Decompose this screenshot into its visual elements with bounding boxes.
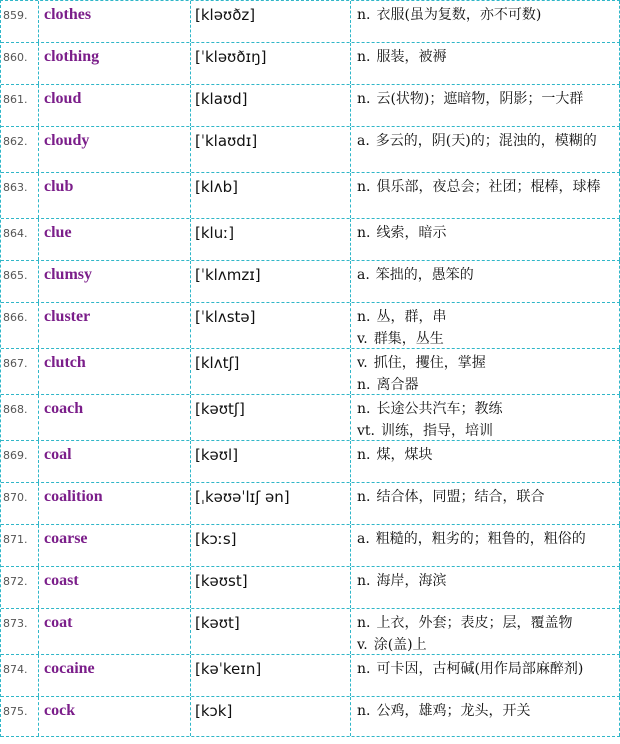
- table-row: [1, 483, 620, 525]
- entry-definition: [351, 43, 620, 84]
- entry-definition: [351, 567, 620, 608]
- part-of-speech: n.: [357, 489, 371, 505]
- table-row: [1, 43, 620, 85]
- entry-number: 862.: [1, 127, 39, 172]
- entry-number: 861.: [1, 85, 39, 126]
- entry-word: cloudy: [39, 127, 191, 172]
- entry-number: 871.: [1, 525, 39, 566]
- entry-word: cock: [39, 697, 191, 736]
- entry-word: clutch: [39, 349, 191, 394]
- table-row: [1, 697, 620, 737]
- entry-definition: [351, 1, 620, 42]
- entry-word: cloud: [39, 85, 191, 126]
- entry-word: coast: [39, 567, 191, 608]
- definition-text: 笨拙的，愚笨的: [375, 267, 474, 283]
- entry-number: 875.: [1, 697, 39, 736]
- definition-text: 涂(盖)上: [373, 637, 427, 653]
- entry-definition: [351, 173, 620, 218]
- entry-definition: [351, 697, 620, 736]
- entry-number: 868.: [1, 395, 39, 440]
- entry-definition: [351, 85, 620, 126]
- entry-pronunciation: [kəʊt]: [191, 609, 351, 654]
- entry-definition: [351, 127, 620, 172]
- entry-word: clumsy: [39, 261, 191, 302]
- definition-text: 群集，丛生: [373, 331, 444, 347]
- entry-number: 865.: [1, 261, 39, 302]
- part-of-speech: n.: [357, 703, 371, 719]
- definition-text: 长途公共汽车；教练: [376, 401, 503, 417]
- definition-text: 结合体，同盟；结合，联合: [376, 489, 545, 505]
- table-row: [1, 567, 620, 609]
- definition-line: [357, 328, 615, 350]
- entry-pronunciation: [klʌb]: [191, 173, 351, 218]
- entry-definition: [351, 483, 620, 524]
- entry-definition: [351, 441, 620, 482]
- table-row: [1, 525, 620, 567]
- entry-word: club: [39, 173, 191, 218]
- definition-line: [357, 420, 615, 442]
- table-row: [1, 173, 620, 219]
- entry-pronunciation: [ˈkləʊðɪŋ]: [191, 43, 351, 84]
- entry-word: coal: [39, 441, 191, 482]
- definition-line: [357, 444, 615, 466]
- entry-word: clothes: [39, 1, 191, 42]
- table-row: [1, 609, 620, 655]
- definition-line: [357, 570, 615, 592]
- entry-word: coarse: [39, 525, 191, 566]
- table-row: [1, 395, 620, 441]
- definition-text: 训练，指导，培训: [381, 423, 493, 439]
- table-row: [1, 1, 620, 43]
- entry-number: 859.: [1, 1, 39, 42]
- definition-line: [357, 398, 615, 420]
- part-of-speech: vt.: [357, 423, 375, 439]
- part-of-speech: a.: [357, 531, 370, 547]
- entry-number: 867.: [1, 349, 39, 394]
- definition-line: [357, 264, 615, 286]
- definition-line: [357, 486, 615, 508]
- table-row: [1, 85, 620, 127]
- definition-line: [357, 222, 615, 244]
- part-of-speech: n.: [357, 49, 371, 65]
- entry-pronunciation: [kɔːs]: [191, 525, 351, 566]
- part-of-speech: a.: [357, 133, 370, 149]
- definition-line: [357, 46, 615, 68]
- table-row: [1, 127, 620, 173]
- entry-number: 870.: [1, 483, 39, 524]
- table-row: [1, 655, 620, 697]
- part-of-speech: v.: [357, 331, 368, 347]
- entry-pronunciation: [kləʊðz]: [191, 1, 351, 42]
- definition-line: [357, 374, 615, 396]
- entry-pronunciation: [kluː]: [191, 219, 351, 260]
- entry-number: 864.: [1, 219, 39, 260]
- entry-number: 863.: [1, 173, 39, 218]
- entry-number: 866.: [1, 303, 39, 348]
- part-of-speech: n.: [357, 377, 371, 393]
- entry-pronunciation: [kəʊtʃ]: [191, 395, 351, 440]
- entry-word: coalition: [39, 483, 191, 524]
- definition-text: 衣服(虽为复数，亦不可数): [376, 7, 542, 23]
- table-row: [1, 261, 620, 303]
- entry-pronunciation: [kɔk]: [191, 697, 351, 736]
- entry-definition: [351, 261, 620, 302]
- part-of-speech: n.: [357, 401, 371, 417]
- entry-definition: [351, 303, 620, 348]
- definition-line: [357, 88, 615, 110]
- definition-text: 离合器: [376, 377, 419, 393]
- entry-number: 874.: [1, 655, 39, 696]
- definition-line: [357, 352, 615, 374]
- entry-pronunciation: [ˈklʌmzɪ]: [191, 261, 351, 302]
- table-row: [1, 303, 620, 349]
- definition-line: [357, 306, 615, 328]
- entry-pronunciation: [kəʊl]: [191, 441, 351, 482]
- definition-text: 海岸，海滨: [376, 573, 447, 589]
- definition-line: [357, 176, 615, 198]
- entry-word: cocaine: [39, 655, 191, 696]
- entry-pronunciation: [ˈklaʊdɪ]: [191, 127, 351, 172]
- definition-line: [357, 130, 615, 152]
- entry-pronunciation: [klʌtʃ]: [191, 349, 351, 394]
- entry-word: coach: [39, 395, 191, 440]
- entry-word: clothing: [39, 43, 191, 84]
- entry-definition: [351, 395, 620, 440]
- entry-number: 872.: [1, 567, 39, 608]
- entry-pronunciation: [klaʊd]: [191, 85, 351, 126]
- part-of-speech: v.: [357, 637, 368, 653]
- definition-text: 线索，暗示: [376, 225, 447, 241]
- definition-line: [357, 528, 615, 550]
- entry-definition: [351, 655, 620, 696]
- part-of-speech: n.: [357, 573, 371, 589]
- entry-number: 860.: [1, 43, 39, 84]
- entry-definition: [351, 609, 620, 654]
- definition-text: 公鸡，雄鸡；龙头，开关: [376, 703, 531, 719]
- part-of-speech: n.: [357, 661, 371, 677]
- definition-text: 上衣，外套；表皮；层，覆盖物: [376, 615, 573, 631]
- part-of-speech: v.: [357, 355, 368, 371]
- table-row: [1, 349, 620, 395]
- part-of-speech: a.: [357, 267, 370, 283]
- entry-definition: [351, 349, 620, 394]
- part-of-speech: n.: [357, 7, 371, 23]
- definition-text: 煤，煤块: [376, 447, 433, 463]
- definition-line: [357, 658, 615, 680]
- entry-definition: [351, 219, 620, 260]
- definition-text: 服装，被褥: [376, 49, 447, 65]
- part-of-speech: n.: [357, 615, 371, 631]
- entry-definition: [351, 525, 620, 566]
- part-of-speech: n.: [357, 179, 371, 195]
- entry-pronunciation: [kəˈkeɪn]: [191, 655, 351, 696]
- table-row: [1, 219, 620, 261]
- entry-pronunciation: [ˌkəʊəˈlɪʃ ən]: [191, 483, 351, 524]
- part-of-speech: n.: [357, 225, 371, 241]
- definition-line: [357, 634, 615, 656]
- definition-line: [357, 612, 615, 634]
- definition-text: 抓住，攫住，掌握: [373, 355, 486, 371]
- part-of-speech: n.: [357, 91, 371, 107]
- part-of-speech: n.: [357, 309, 371, 325]
- entry-pronunciation: [kəʊst]: [191, 567, 351, 608]
- definition-text: 俱乐部，夜总会；社团；棍棒，球棒: [376, 179, 601, 195]
- table-row: [1, 441, 620, 483]
- definition-line: [357, 700, 615, 722]
- entry-pronunciation: [ˈklʌstə]: [191, 303, 351, 348]
- entry-word: coat: [39, 609, 191, 654]
- entry-number: 873.: [1, 609, 39, 654]
- definition-line: [357, 4, 615, 26]
- entry-word: clue: [39, 219, 191, 260]
- definition-text: 粗糙的，粗劣的；粗鲁的，粗俗的: [375, 531, 586, 547]
- definition-text: 丛，群，串: [376, 309, 447, 325]
- definition-text: 可卡因，古柯碱(用作局部麻醉剂): [376, 661, 584, 677]
- definition-text: 多云的，阴(天)的；混浊的，模糊的: [375, 133, 597, 149]
- definition-text: 云(状物)；遮暗物，阴影；一大群: [376, 91, 584, 107]
- entry-number: 869.: [1, 441, 39, 482]
- part-of-speech: n.: [357, 447, 371, 463]
- entry-word: cluster: [39, 303, 191, 348]
